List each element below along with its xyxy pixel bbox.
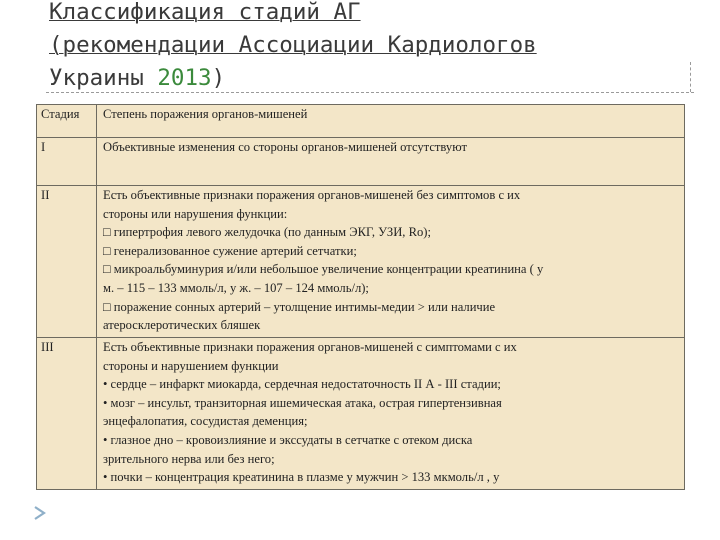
description-line: • сердце – инфаркт миокарда, сердечная недостаточность II А - III стадии;	[103, 377, 501, 392]
title-divider-vertical	[690, 62, 691, 92]
description-line: • почки – концентрация креатинина в плазме у мужчин > 133 мкмоль/л , у	[103, 470, 500, 485]
description-line: • глазное дно – кровоизлияние и экссудаты в сетчатке с отеком диска	[103, 432, 473, 447]
triangle-bullet-icon	[33, 506, 46, 520]
title-line-3-prefix: Украины	[49, 65, 158, 91]
description-line: □ микроальбуминурия и/или небольшое увеличение концентрации креатинина ( у	[103, 262, 544, 277]
title-line-1: Классификация стадий АГ	[49, 0, 361, 25]
title-divider	[46, 92, 694, 93]
table-header-row	[37, 105, 685, 138]
table-row	[37, 338, 685, 490]
stages-table	[36, 104, 685, 490]
description-cell	[97, 138, 685, 186]
stage-cell: III	[37, 338, 97, 490]
description-line: м. – 115 – 133 ммоль/л, у ж. – 107 – 124 ммоль/л);	[103, 280, 369, 295]
description-line: стороны или нарушения функции:	[103, 206, 288, 221]
description-cell	[97, 186, 685, 338]
description-cell	[97, 338, 685, 490]
description-line: стороны и нарушением функции	[103, 358, 279, 373]
description-line: атеросклеротических бляшек	[103, 318, 261, 333]
description-line: зрительного нерва или без него;	[103, 451, 275, 466]
stage-cell: I	[37, 138, 97, 186]
title-line-3-suffix: )	[211, 65, 226, 91]
title-year: 2013	[157, 65, 212, 91]
description-line: □ генерализованное сужение артерий сетчатки;	[103, 243, 357, 258]
description-line: • мозг – инсульт, транзиторная ишемическая атака, острая гипертензивная	[103, 395, 502, 410]
description-line: Объективные изменения со стороны органов-мишеней отсутствуют	[103, 140, 467, 154]
description-line: □ поражение сонных артерий – утолщение интимы-медии > или наличие	[103, 299, 496, 314]
description-line: Есть объективные признаки поражения органов-мишеней с симптомами с их	[103, 340, 517, 354]
slide-title	[49, 0, 689, 95]
header-stage: Стадия	[37, 105, 97, 138]
description-line: Есть объективные признаки поражения органов-мишеней без симптомов с их	[103, 188, 521, 202]
title-line-2: (рекомендации Ассоциации Кардиологов	[49, 32, 537, 58]
header-damage-degree: Степень поражения органов-мишеней	[97, 105, 685, 138]
table-row	[37, 186, 685, 338]
description-line: энцефалопатия, сосудистая деменция;	[103, 414, 308, 429]
table-row	[37, 138, 685, 186]
stage-cell: II	[37, 186, 97, 338]
description-line: □ гипертрофия левого желудочка (по данным ЭКГ, УЗИ, Ro);	[103, 225, 431, 240]
